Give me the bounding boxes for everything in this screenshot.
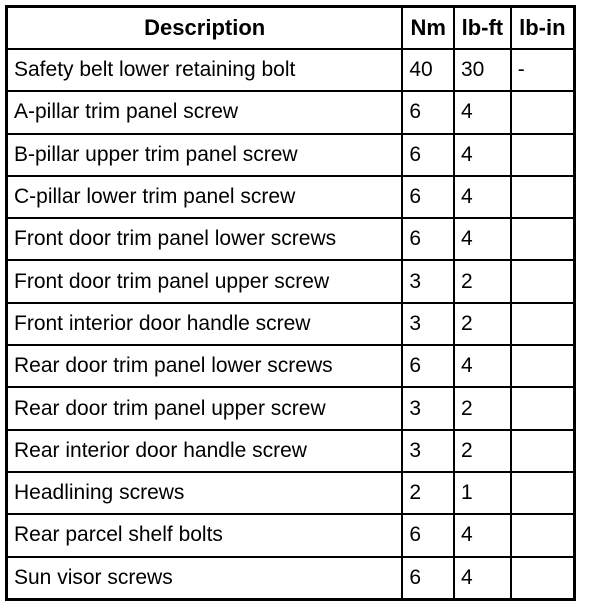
torque-specification-table	[5, 5, 576, 601]
cell-lb-ft: 4	[454, 176, 511, 218]
table-row	[7, 218, 575, 260]
cell-nm: 6	[402, 91, 454, 133]
cell-lb-in	[511, 260, 575, 302]
table-row	[7, 345, 575, 387]
cell-description: Safety belt lower retaining bolt	[7, 49, 403, 91]
table-row	[7, 91, 575, 133]
cell-nm: 6	[402, 134, 454, 176]
cell-nm: 6	[402, 218, 454, 260]
cell-lb-ft: 4	[454, 134, 511, 176]
cell-description: Rear door trim panel upper screw	[7, 387, 403, 429]
cell-lb-in: -	[511, 49, 575, 91]
cell-lb-ft: 2	[454, 430, 511, 472]
cell-description: Front interior door handle screw	[7, 303, 403, 345]
cell-nm: 40	[402, 49, 454, 91]
cell-nm: 6	[402, 557, 454, 600]
cell-lb-in	[511, 176, 575, 218]
header-nm: Nm	[402, 7, 454, 50]
cell-description: Headlining screws	[7, 472, 403, 514]
cell-nm: 3	[402, 260, 454, 302]
header-lb-ft: lb-ft	[454, 7, 511, 50]
cell-nm: 2	[402, 472, 454, 514]
table-row	[7, 303, 575, 345]
table-header-row	[7, 7, 575, 50]
table-row	[7, 260, 575, 302]
cell-lb-in	[511, 557, 575, 600]
cell-lb-ft: 4	[454, 557, 511, 600]
cell-nm: 6	[402, 514, 454, 556]
cell-lb-in	[511, 472, 575, 514]
cell-lb-ft: 4	[454, 218, 511, 260]
cell-lb-ft: 2	[454, 387, 511, 429]
table-row	[7, 176, 575, 218]
cell-lb-in	[511, 91, 575, 133]
cell-lb-in	[511, 134, 575, 176]
table-row	[7, 472, 575, 514]
cell-nm: 6	[402, 345, 454, 387]
cell-description: Rear interior door handle screw	[7, 430, 403, 472]
table-row	[7, 557, 575, 600]
table-row	[7, 387, 575, 429]
cell-description: B-pillar upper trim panel screw	[7, 134, 403, 176]
cell-description: Rear parcel shelf bolts	[7, 514, 403, 556]
cell-description: Front door trim panel upper screw	[7, 260, 403, 302]
cell-lb-in	[511, 218, 575, 260]
header-description: Description	[7, 7, 403, 50]
cell-lb-in	[511, 387, 575, 429]
cell-lb-ft: 1	[454, 472, 511, 514]
table-row	[7, 430, 575, 472]
cell-nm: 3	[402, 303, 454, 345]
cell-nm: 6	[402, 176, 454, 218]
table-row	[7, 134, 575, 176]
table-row	[7, 514, 575, 556]
cell-description: Sun visor screws	[7, 557, 403, 600]
cell-description: Front door trim panel lower screws	[7, 218, 403, 260]
cell-lb-in	[511, 514, 575, 556]
cell-lb-in	[511, 303, 575, 345]
cell-lb-ft: 4	[454, 91, 511, 133]
cell-description: A-pillar trim panel screw	[7, 91, 403, 133]
cell-nm: 3	[402, 387, 454, 429]
cell-nm: 3	[402, 430, 454, 472]
cell-lb-ft: 2	[454, 260, 511, 302]
cell-lb-ft: 4	[454, 345, 511, 387]
cell-description: Rear door trim panel lower screws	[7, 345, 403, 387]
cell-lb-ft: 30	[454, 49, 511, 91]
cell-lb-ft: 2	[454, 303, 511, 345]
cell-lb-in	[511, 345, 575, 387]
cell-lb-in	[511, 430, 575, 472]
header-lb-in: lb-in	[511, 7, 575, 50]
cell-lb-ft: 4	[454, 514, 511, 556]
table-row	[7, 49, 575, 91]
cell-description: C-pillar lower trim panel screw	[7, 176, 403, 218]
